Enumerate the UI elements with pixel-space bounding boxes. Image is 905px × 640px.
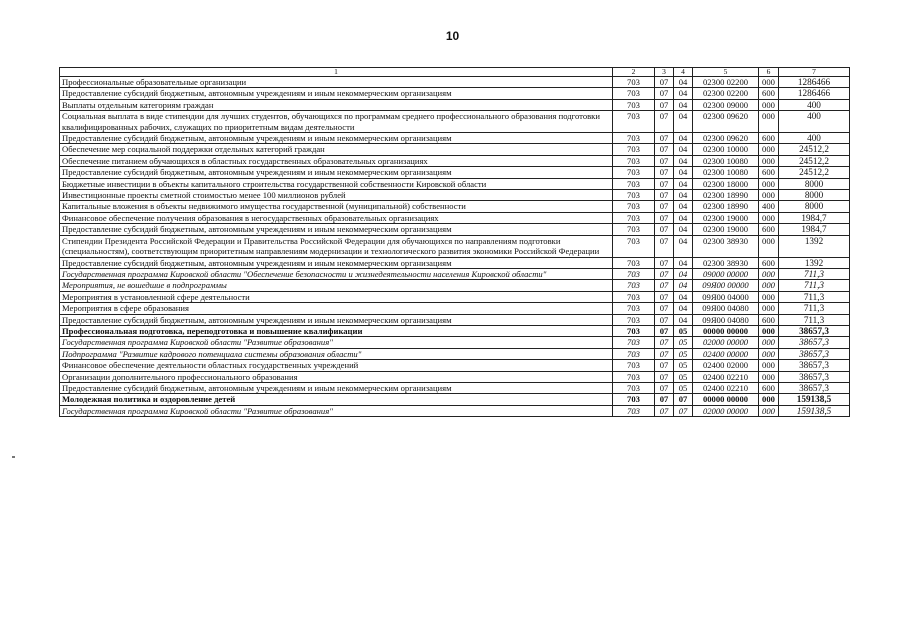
- row-amount-cell: 38657,3: [779, 348, 850, 359]
- row-target-cell: 02000 00000: [693, 337, 759, 348]
- table-row: [60, 133, 850, 144]
- row-name-cell: Выплаты отдельным категориям граждан: [60, 99, 613, 110]
- budget-table: [59, 67, 850, 417]
- row-target-cell: 02300 18990: [693, 190, 759, 201]
- row-target-cell: 09Я00 04080: [693, 303, 759, 314]
- row-target-cell: 02400 00000: [693, 348, 759, 359]
- row-target-cell: 09Я00 04080: [693, 314, 759, 325]
- row-section-cell: 07: [655, 235, 674, 257]
- row-name-cell: Профессиональная подготовка, переподготовка и повышение квалификации: [60, 325, 613, 336]
- row-code-cell: 703: [613, 371, 655, 382]
- row-expense-type-cell: 000: [759, 337, 779, 348]
- row-code-cell: 703: [613, 178, 655, 189]
- row-target-cell: 02300 38930: [693, 257, 759, 268]
- row-name-cell: Молодежная политика и оздоровление детей: [60, 394, 613, 405]
- row-subsection-cell: 04: [674, 201, 693, 212]
- row-amount-cell: 1984,7: [779, 212, 850, 223]
- row-expense-type-cell: 000: [759, 99, 779, 110]
- row-amount-cell: 711,3: [779, 303, 850, 314]
- row-expense-type-cell: 000: [759, 155, 779, 166]
- row-name-cell: Социальная выплата в виде стипендии для лучших студентов, обучающихся по программам среднего профессионального образования подготовки квалифицированных рабочих, служащих по приоритетным видам деятельности: [60, 111, 613, 133]
- row-name-cell: Инвестиционные проекты сметной стоимостью менее 100 миллионов рублей: [60, 190, 613, 201]
- row-code-cell: 703: [613, 77, 655, 88]
- row-subsection-cell: 04: [674, 280, 693, 291]
- table-row: [60, 178, 850, 189]
- row-section-cell: 07: [655, 325, 674, 336]
- row-expense-type-cell: 600: [759, 382, 779, 393]
- row-code-cell: 703: [613, 155, 655, 166]
- row-target-cell: 02300 02200: [693, 88, 759, 99]
- row-code-cell: 703: [613, 99, 655, 110]
- header-cell: 1: [60, 68, 613, 77]
- row-section-cell: 07: [655, 360, 674, 371]
- row-subsection-cell: 04: [674, 314, 693, 325]
- row-name-cell: Обеспечение мер социальной поддержки отдельных категорий граждан: [60, 144, 613, 155]
- row-section-cell: 07: [655, 111, 674, 133]
- row-amount-cell: 38657,3: [779, 371, 850, 382]
- row-section-cell: 07: [655, 155, 674, 166]
- row-expense-type-cell: 000: [759, 111, 779, 133]
- row-expense-type-cell: 000: [759, 291, 779, 302]
- row-name-cell: Государственная программа Кировской области "Обеспечение безопасности и жизнедеятельности населения Кировской области": [60, 268, 613, 279]
- row-amount-cell: 711,3: [779, 314, 850, 325]
- row-expense-type-cell: 600: [759, 314, 779, 325]
- row-subsection-cell: 04: [674, 224, 693, 235]
- row-expense-type-cell: 600: [759, 133, 779, 144]
- row-code-cell: 703: [613, 291, 655, 302]
- row-code-cell: 703: [613, 167, 655, 178]
- row-amount-cell: 24512,2: [779, 144, 850, 155]
- row-amount-cell: 1286466: [779, 77, 850, 88]
- table-row: [60, 111, 850, 133]
- row-expense-type-cell: 000: [759, 303, 779, 314]
- table-row: [60, 155, 850, 166]
- row-expense-type-cell: 000: [759, 77, 779, 88]
- row-subsection-cell: 05: [674, 360, 693, 371]
- row-target-cell: 02300 18990: [693, 201, 759, 212]
- row-subsection-cell: 04: [674, 77, 693, 88]
- scan-mark: [12, 456, 15, 458]
- row-subsection-cell: 05: [674, 348, 693, 359]
- row-expense-type-cell: 000: [759, 144, 779, 155]
- row-section-cell: 07: [655, 382, 674, 393]
- row-name-cell: Организации дополнительного профессионального образования: [60, 371, 613, 382]
- row-name-cell: Финансовое обеспечение получения образования в негосударственных образовательных организациях: [60, 212, 613, 223]
- row-code-cell: 703: [613, 348, 655, 359]
- row-section-cell: 07: [655, 190, 674, 201]
- row-subsection-cell: 05: [674, 371, 693, 382]
- row-amount-cell: 38657,3: [779, 382, 850, 393]
- row-code-cell: 703: [613, 337, 655, 348]
- row-target-cell: 02300 19000: [693, 224, 759, 235]
- row-name-cell: Подпрограмма "Развитие кадрового потенциала системы образования области": [60, 348, 613, 359]
- table-row: [60, 144, 850, 155]
- row-name-cell: Предоставление субсидий бюджетным, автономным учреждениям и иным некоммерческим организациям: [60, 224, 613, 235]
- row-target-cell: 02400 02000: [693, 360, 759, 371]
- table-row: [60, 224, 850, 235]
- row-amount-cell: 38657,3: [779, 360, 850, 371]
- row-section-cell: 07: [655, 371, 674, 382]
- table-row: [60, 337, 850, 348]
- table-row: [60, 360, 850, 371]
- row-name-cell: Государственная программа Кировской области "Развитие образования": [60, 337, 613, 348]
- row-target-cell: 02400 02210: [693, 371, 759, 382]
- row-name-cell: Предоставление субсидий бюджетным, автономным учреждениям и иным некоммерческим организациям: [60, 314, 613, 325]
- row-target-cell: 02300 02200: [693, 77, 759, 88]
- table-row: [60, 235, 850, 257]
- row-code-cell: 703: [613, 235, 655, 257]
- page-number: 10: [445, 29, 460, 43]
- table-row: [60, 394, 850, 405]
- row-subsection-cell: 07: [674, 405, 693, 416]
- row-amount-cell: 711,3: [779, 280, 850, 291]
- row-amount-cell: 400: [779, 133, 850, 144]
- table-row: [60, 167, 850, 178]
- row-target-cell: 02300 18000: [693, 178, 759, 189]
- row-code-cell: 703: [613, 280, 655, 291]
- row-code-cell: 703: [613, 360, 655, 371]
- table-row: [60, 77, 850, 88]
- row-section-cell: 07: [655, 394, 674, 405]
- row-subsection-cell: 04: [674, 144, 693, 155]
- row-amount-cell: 400: [779, 99, 850, 110]
- row-expense-type-cell: 600: [759, 224, 779, 235]
- row-code-cell: 703: [613, 144, 655, 155]
- row-name-cell: Обеспечение питанием обучающихся в областных государственных образовательных организациях: [60, 155, 613, 166]
- row-amount-cell: 1392: [779, 257, 850, 268]
- row-subsection-cell: 04: [674, 111, 693, 133]
- row-subsection-cell: 05: [674, 325, 693, 336]
- row-code-cell: 703: [613, 303, 655, 314]
- row-expense-type-cell: 600: [759, 88, 779, 99]
- row-amount-cell: 711,3: [779, 291, 850, 302]
- row-code-cell: 703: [613, 257, 655, 268]
- row-expense-type-cell: 000: [759, 360, 779, 371]
- row-name-cell: Предоставление субсидий бюджетным, автономным учреждениям и иным некоммерческим организациям: [60, 167, 613, 178]
- row-expense-type-cell: 000: [759, 394, 779, 405]
- table-row: [60, 88, 850, 99]
- row-subsection-cell: 04: [674, 190, 693, 201]
- header-row: [60, 68, 850, 77]
- row-subsection-cell: 04: [674, 268, 693, 279]
- row-code-cell: 703: [613, 88, 655, 99]
- row-subsection-cell: 04: [674, 155, 693, 166]
- row-expense-type-cell: 000: [759, 190, 779, 201]
- row-section-cell: 07: [655, 314, 674, 325]
- row-target-cell: 02300 09620: [693, 133, 759, 144]
- header-cell: 6: [759, 68, 779, 77]
- row-subsection-cell: 04: [674, 235, 693, 257]
- row-name-cell: Мероприятия в установленной сфере деятельности: [60, 291, 613, 302]
- row-amount-cell: 24512,2: [779, 155, 850, 166]
- table-row: [60, 314, 850, 325]
- budget-table-body: [60, 68, 850, 417]
- row-expense-type-cell: 600: [759, 167, 779, 178]
- row-subsection-cell: 04: [674, 178, 693, 189]
- row-expense-type-cell: 000: [759, 325, 779, 336]
- header-cell: 5: [693, 68, 759, 77]
- row-code-cell: 703: [613, 394, 655, 405]
- table-row: [60, 291, 850, 302]
- row-target-cell: 02300 10080: [693, 167, 759, 178]
- row-subsection-cell: 04: [674, 303, 693, 314]
- row-subsection-cell: 07: [674, 394, 693, 405]
- row-amount-cell: 24512,2: [779, 167, 850, 178]
- row-amount-cell: 8000: [779, 201, 850, 212]
- table-row: [60, 405, 850, 416]
- table-row: [60, 99, 850, 110]
- row-amount-cell: 159138,5: [779, 405, 850, 416]
- row-target-cell: 00000 00000: [693, 325, 759, 336]
- row-name-cell: Предоставление субсидий бюджетным, автономным учреждениям и иным некоммерческим организациям: [60, 88, 613, 99]
- row-section-cell: 07: [655, 405, 674, 416]
- row-expense-type-cell: 000: [759, 280, 779, 291]
- row-section-cell: 07: [655, 224, 674, 235]
- row-name-cell: Финансовое обеспечение деятельности областных государственных учреждений: [60, 360, 613, 371]
- row-amount-cell: 400: [779, 111, 850, 133]
- row-code-cell: 703: [613, 133, 655, 144]
- row-code-cell: 703: [613, 268, 655, 279]
- row-section-cell: 07: [655, 337, 674, 348]
- table-row: [60, 303, 850, 314]
- table-row: [60, 382, 850, 393]
- row-name-cell: Капитальные вложения в объекты недвижимого имущества государственной (муниципальной) собственности: [60, 201, 613, 212]
- row-target-cell: 02000 00000: [693, 405, 759, 416]
- row-target-cell: 02400 02210: [693, 382, 759, 393]
- row-section-cell: 07: [655, 178, 674, 189]
- table-row: [60, 280, 850, 291]
- table-row: [60, 190, 850, 201]
- row-code-cell: 703: [613, 382, 655, 393]
- row-section-cell: 07: [655, 201, 674, 212]
- row-section-cell: 07: [655, 348, 674, 359]
- row-section-cell: 07: [655, 99, 674, 110]
- row-target-cell: 00000 00000: [693, 394, 759, 405]
- row-amount-cell: 1286466: [779, 88, 850, 99]
- row-section-cell: 07: [655, 88, 674, 99]
- row-code-cell: 703: [613, 405, 655, 416]
- header-cell: 2: [613, 68, 655, 77]
- row-expense-type-cell: 000: [759, 348, 779, 359]
- row-section-cell: 07: [655, 303, 674, 314]
- row-section-cell: 07: [655, 291, 674, 302]
- row-section-cell: 07: [655, 144, 674, 155]
- row-section-cell: 07: [655, 212, 674, 223]
- row-section-cell: 07: [655, 280, 674, 291]
- row-name-cell: Бюджетные инвестиции в объекты капитального строительства государственной собственности Кировской области: [60, 178, 613, 189]
- row-target-cell: 09000 00000: [693, 268, 759, 279]
- row-expense-type-cell: 600: [759, 257, 779, 268]
- row-name-cell: Предоставление субсидий бюджетным, автономным учреждениям и иным некоммерческим организациям: [60, 382, 613, 393]
- table-row: [60, 201, 850, 212]
- row-target-cell: 09Я00 00000: [693, 280, 759, 291]
- row-subsection-cell: 04: [674, 167, 693, 178]
- row-target-cell: 02300 09620: [693, 111, 759, 133]
- row-name-cell: Профессиональные образовательные организации: [60, 77, 613, 88]
- row-subsection-cell: 04: [674, 257, 693, 268]
- table-row: [60, 348, 850, 359]
- row-subsection-cell: 04: [674, 212, 693, 223]
- row-expense-type-cell: 000: [759, 371, 779, 382]
- row-expense-type-cell: 000: [759, 178, 779, 189]
- row-code-cell: 703: [613, 111, 655, 133]
- header-cell: 3: [655, 68, 674, 77]
- table-row: [60, 212, 850, 223]
- row-amount-cell: 711,3: [779, 268, 850, 279]
- row-expense-type-cell: 400: [759, 201, 779, 212]
- row-target-cell: 09Я00 04000: [693, 291, 759, 302]
- row-code-cell: 703: [613, 314, 655, 325]
- row-name-cell: Предоставление субсидий бюджетным, автономным учреждениям и иным некоммерческим организациям: [60, 133, 613, 144]
- row-amount-cell: 1984,7: [779, 224, 850, 235]
- header-cell: 7: [779, 68, 850, 77]
- row-amount-cell: 38657,3: [779, 337, 850, 348]
- header-cell: 4: [674, 68, 693, 77]
- row-amount-cell: 8000: [779, 178, 850, 189]
- row-expense-type-cell: 000: [759, 235, 779, 257]
- row-subsection-cell: 04: [674, 133, 693, 144]
- row-name-cell: Мероприятия в сфере образования: [60, 303, 613, 314]
- row-code-cell: 703: [613, 212, 655, 223]
- row-amount-cell: 159138,5: [779, 394, 850, 405]
- row-section-cell: 07: [655, 133, 674, 144]
- row-expense-type-cell: 000: [759, 212, 779, 223]
- row-amount-cell: 38657,3: [779, 325, 850, 336]
- table-row: [60, 257, 850, 268]
- row-name-cell: Стипендии Президента Российской Федерации и Правительства Российской Федерации для обучающихся по направлениям подготовки (специальностям), соответствующим приоритетным направлениям модернизации и технологического развития экономики Российской Федерации: [60, 235, 613, 257]
- table-row: [60, 325, 850, 336]
- row-target-cell: 02300 10080: [693, 155, 759, 166]
- row-subsection-cell: 05: [674, 382, 693, 393]
- row-code-cell: 703: [613, 190, 655, 201]
- row-amount-cell: 8000: [779, 190, 850, 201]
- row-subsection-cell: 04: [674, 88, 693, 99]
- row-expense-type-cell: 000: [759, 268, 779, 279]
- row-subsection-cell: 04: [674, 99, 693, 110]
- row-code-cell: 703: [613, 201, 655, 212]
- row-code-cell: 703: [613, 325, 655, 336]
- row-name-cell: Предоставление субсидий бюджетным, автономным учреждениям и иным некоммерческим организациям: [60, 257, 613, 268]
- table-row: [60, 371, 850, 382]
- row-section-cell: 07: [655, 268, 674, 279]
- row-section-cell: 07: [655, 167, 674, 178]
- row-section-cell: 07: [655, 77, 674, 88]
- row-code-cell: 703: [613, 224, 655, 235]
- row-target-cell: 02300 19000: [693, 212, 759, 223]
- row-amount-cell: 1392: [779, 235, 850, 257]
- row-section-cell: 07: [655, 257, 674, 268]
- row-target-cell: 02300 38930: [693, 235, 759, 257]
- row-expense-type-cell: 000: [759, 405, 779, 416]
- table-row: [60, 268, 850, 279]
- row-subsection-cell: 04: [674, 291, 693, 302]
- row-subsection-cell: 05: [674, 337, 693, 348]
- row-target-cell: 02300 09000: [693, 99, 759, 110]
- row-target-cell: 02300 10000: [693, 144, 759, 155]
- row-name-cell: Мероприятия, не вошедшие в подпрограммы: [60, 280, 613, 291]
- row-name-cell: Государственная программа Кировской области "Развитие образования": [60, 405, 613, 416]
